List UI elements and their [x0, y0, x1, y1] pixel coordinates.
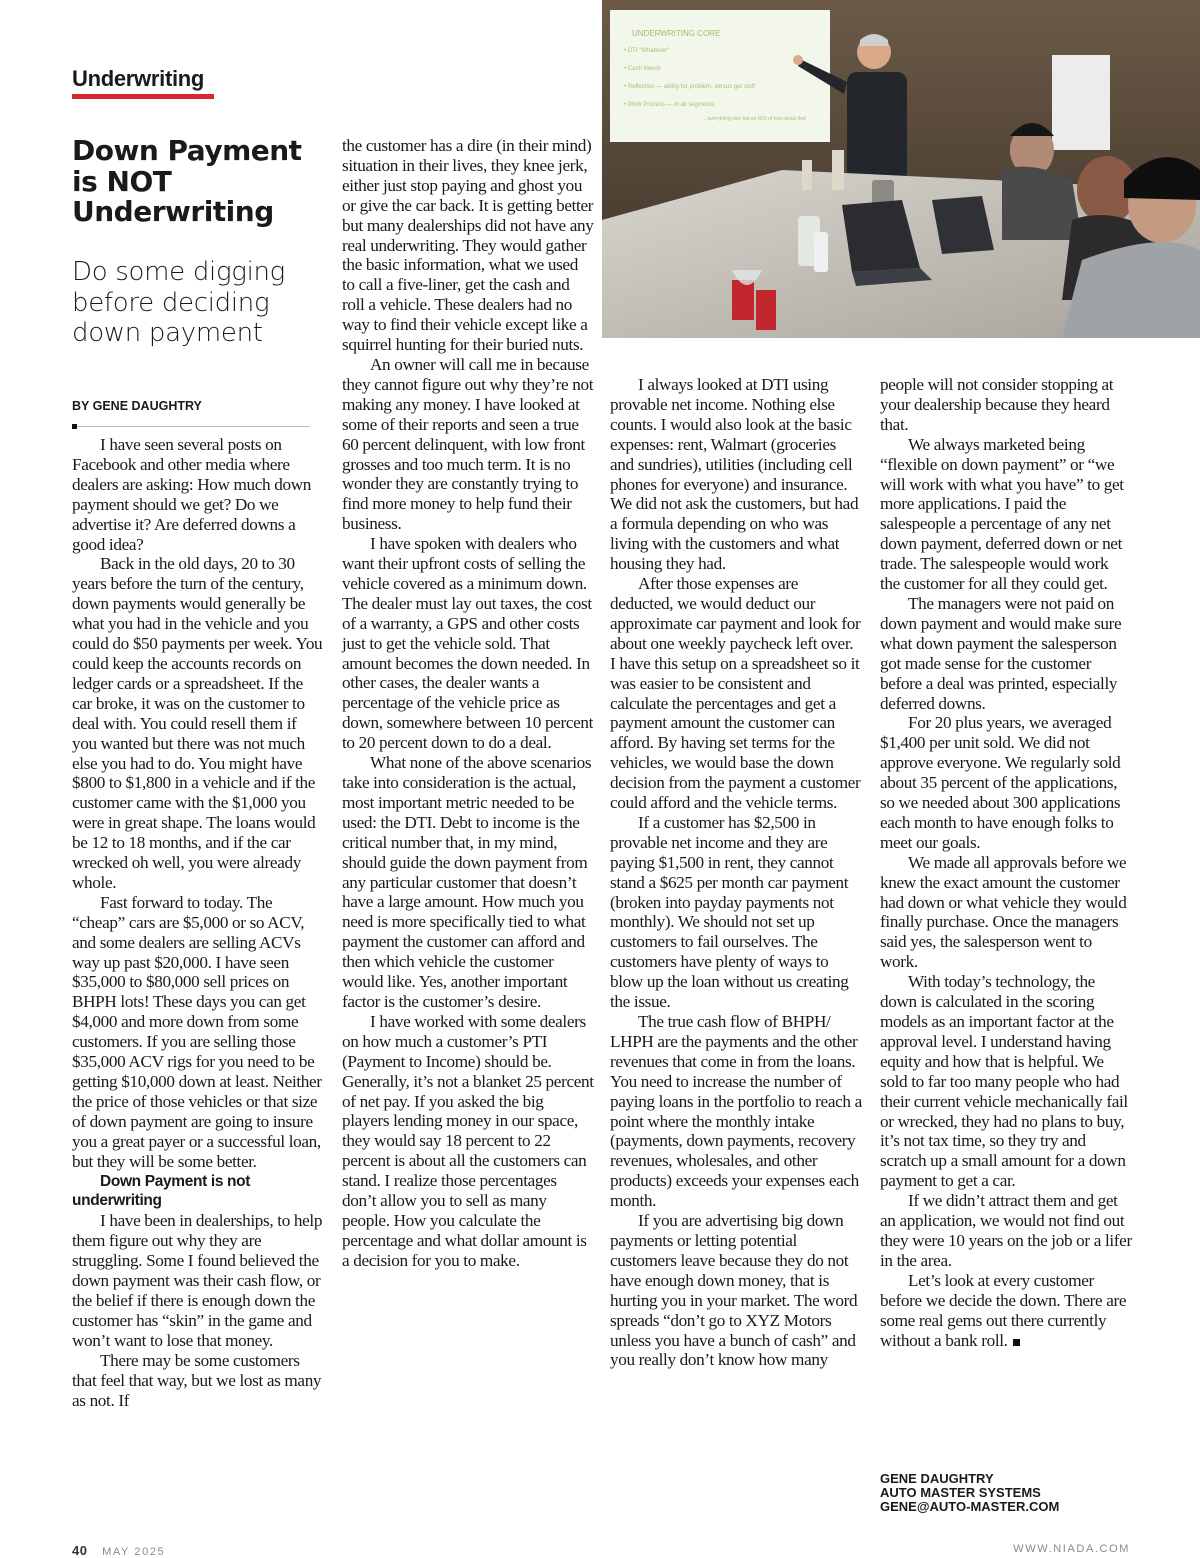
conference-photo: [602, 0, 1200, 338]
paragraph: the customer has a dire (in their mind) situation in their lives, they knee jerk, either just stop paying and ghost you or give the car back. It is getting better but many dealerships did not have any real underwriting. They would gather the basic information, what we used to call a five-liner, get the cash and roll a vehicle. These dealers had no way to find their vehicle except like a squirrel hunting for their buried nuts.: [342, 136, 594, 355]
issue-date: MAY 2025: [102, 1546, 166, 1558]
paragraph: I have been in dealerships, to help them figure out why they are struggling. Some I found believed the down payment was their cash flow, or the belief if there is enough down the customer has “skin” in the game and won’t want to lose that money.: [72, 1211, 323, 1350]
paragraph: An owner will call me in because they cannot figure out why they’re not making any money. I have looked at some of their reports and seen a true 60 percent delinquent, with low front grosses and too much term. It is no wonder they are constantly trying to find more money to help fund their business.: [342, 354, 594, 534]
paragraph: What none of the above scenarios take into consideration is the actual, most important metric needed to be used: the DTI. Debt to income is the critical number that, in my mind, should guide the down payment from any particular customer that doesn’t have a large amount. How much you need is more specifically tied to what payment the customer can afford and then which vehicle the customer would like. Yes, another important factor is the customer’s desire.: [342, 753, 592, 1011]
paragraph: We always marketed being “flexible on down payment” or “we will work with what you have” to get more applications. I paid the salespeople a percentage of any net down payment, deferred down or net trade. The salespeople would work the customer for all they could get.: [880, 434, 1124, 594]
paragraph: I always looked at DTI using provable net income. Nothing else counts. I would also look at the basic expenses: rent, Walmart (groceries and sundries), utilities (including cell phones for everyone) and insurance. We did not ask the customers, but had a formula depending on who was living with the customers and what housing they had.: [610, 375, 859, 574]
byline-divider: [72, 426, 310, 427]
section-rule: [72, 94, 214, 99]
byline: BY GENE DAUGHTRY: [72, 399, 202, 413]
paragraph: With today’s technology, the down is calculated in the scoring models as an important factor at the approval level. I understand having equity and how that is helpful. We sold to far too many people who had their current vehicle mechanically fail or wrecked, they had no plans to buy, it’s not tax time, so they try and scratch up a small amount for a down payment to get a car.: [880, 972, 1128, 1191]
footer-left: [72, 1543, 165, 1558]
paragraph: The true cash flow of BHPH/ LHPH are the payments and the other revenues that come in from the loans. You need to increase the number of paying loans in the portfolio to reach a point where the monthly intake (payments, down payments, recovery revenues, wholesales, and other products) exceeds your expenses each month.: [610, 1012, 862, 1211]
paragraph: I have seen several posts on Facebook and other media where dealers are asking: How much down payment should we get? Do we advertise it? Are deferred downs a good idea?: [72, 435, 312, 554]
paragraph: We made all approvals before we knew the exact amount the customer had down or what vehicle they would finally purchase. Once the managers said yes, the salesperson went to work.: [880, 852, 1127, 972]
subheading: Down Payment is not underwriting: [72, 1172, 251, 1210]
author-name: GENE DAUGHTRY: [880, 1471, 994, 1486]
screen-line: • Work Process — in all segments: [624, 102, 715, 108]
end-mark-icon: [1013, 1339, 1020, 1346]
paragraph: If we didn’t attract them and get an application, we would not find out they were 10 years on the job or a lifer in the area.: [880, 1191, 1132, 1270]
column-1: [72, 435, 324, 1410]
author-email[interactable]: GENE@AUTO-MASTER.COM: [880, 1499, 1060, 1514]
column-3: [610, 375, 862, 1370]
paragraph: For 20 plus years, we averaged $1,400 per unit sold. We did not approve everyone. We regularly sold about 35 percent of the applications, so we needed about 300 applications each month to have enough folks to meet our goals.: [880, 713, 1121, 852]
column-4: [880, 375, 1132, 1350]
author-company: AUTO MASTER SYSTEMS: [880, 1485, 1041, 1500]
section-label: Underwriting: [72, 66, 205, 91]
paragraph-final: [880, 1271, 1132, 1351]
footer-website[interactable]: WWW.NIADA.COM: [1013, 1543, 1130, 1555]
article-title: Down Payment is NOT Underwriting: [72, 134, 302, 228]
screen-line: ... everything else but an ROI of how deals find: [702, 116, 806, 122]
paragraph: Fast forward to today. The “cheap” cars are $5,000 or so ACV, and some dealers are selling ACVs way up past $20,000. I have seen $35,000 to $80,000 sell prices on BHPH lots! These days you can get $4,000 and more down from some customers. If you are selling those $35,000 ACV rigs for you need to be getting $10,000 down at least. Neither the price of those vehicles or that size of down payment are going to insure you a great payer or a successful loan, but they will be some better.: [72, 892, 322, 1171]
paragraph-final-text: Let’s look at every customer before we decide the down. There are some real gems out there currently without a bank roll.: [880, 1270, 1127, 1350]
paragraph: I have spoken with dealers who want their upfront costs of selling the vehicle covered as a minimum down. The dealer must lay out taxes, the cost of a warranty, a GPS and other costs just to get the vehicle sold. That amount becomes the down needed. In other cases, the dealer wants a percentage of the vehicle price as down, somewhere between 10 percent to 20 percent down to do a deal.: [342, 534, 594, 753]
flip-chart: [1052, 55, 1110, 150]
paragraph: After those expenses are deducted, we would deduct our approximate car payment and look for about one weekly paycheck left over. I have this setup on a spreadsheet so it was easier to be consistent and calculate the percentages and get a payment amount the customer can afford. By having set terms for the vehicles, we would base the down decision from the payment a customer could afford and the vehicle terms.: [610, 574, 861, 813]
paragraph: The managers were not paid on down payment and would make sure what down payment the salesperson got made sense for the customer before a deal was printed, especially deferred downs.: [880, 593, 1122, 713]
screen-line: • DTI "Whatever": [624, 48, 670, 54]
screen-line: • Reflection — ability for problem, versus get stuff: [624, 84, 756, 90]
paragraph: If a customer has $2,500 in provable net income and they are paying $1,500 in rent, they cannot stand a $625 per month car payment (broken into payday payments not monthly). We should not set up customers to fail ourselves. The customers have plenty of ways to blow up the loan without us creating the issue.: [610, 812, 849, 1012]
screen-heading: UNDERWRITING CORE: [632, 29, 721, 38]
screen-line: • Cash Needs: [624, 66, 661, 72]
column-2: [342, 136, 594, 1271]
paragraph: If you are advertising big down payments or letting potential customers leave because they do not have enough down money, that is hurting you in your market. The word spreads “don’t go to XYZ Motors unless you have a bunch of cash” and you really don’t know how many: [610, 1211, 858, 1370]
page-number: 40: [72, 1543, 88, 1558]
paragraph: Back in the old days, 20 to 30 years before the turn of the century, down payments would generally be what you had in the vehicle and you could do $50 payments per week. You could keep the accounts records on ledger cards or a spreadsheet. If the car broke, it was on the customer to deal with. You could resell them if you wanted but there was not much else you had to do. You might have $800 to $1,800 in a vehicle and if the customer came with the $1,000 you were in great shape. The loans would be 12 to 18 months, and if the car wrecked oh well, you were already whole.: [72, 554, 323, 892]
paragraph: There may be some customers that feel that way, but we lost as many as not. If: [72, 1350, 322, 1410]
author-signature: [880, 1472, 1059, 1514]
paragraph: people will not consider stopping at your dealership because they heard that.: [880, 375, 1114, 434]
article-subtitle: Do some digging before deciding down payment: [72, 257, 285, 348]
byline-square-icon: [72, 424, 77, 429]
paragraph: I have worked with some dealers on how much a customer’s PTI (Payment to Income) should be. Generally, it’s not a blanket 25 percent of net pay. If you asked the big players lending money in our space, they would say 18 percent to 22 percent is about all the customers can stand. I realize those percentages don’t allow you to sell as many people. How you calculate the percentage and what dollar amount is a decision for you to make.: [342, 1011, 594, 1270]
